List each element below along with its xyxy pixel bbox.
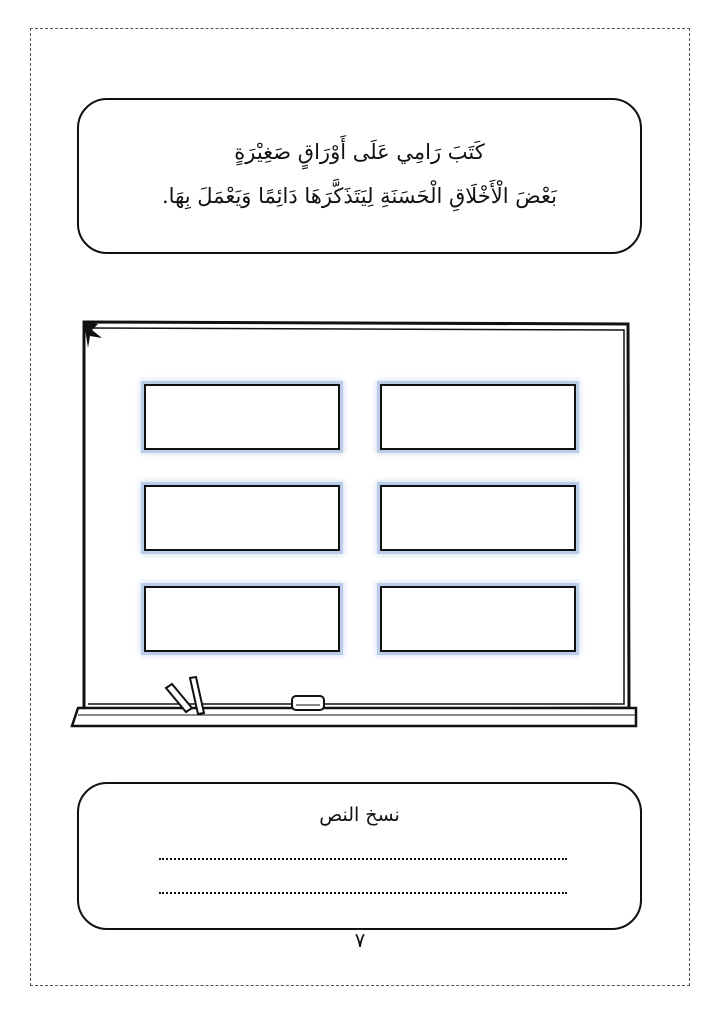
instruction-box <box>77 98 642 254</box>
instruction-line-1: كَتَبَ رَامِي عَلَى أَوْرَاقٍ صَغِيْرَةٍ <box>234 140 485 164</box>
label-card-4[interactable] <box>144 485 340 551</box>
label-card-2[interactable] <box>144 384 340 450</box>
chalkboard <box>70 316 640 736</box>
label-card-1[interactable] <box>380 384 576 450</box>
page-number: ٧ <box>354 928 366 952</box>
board-corner-mark <box>84 322 102 348</box>
writing-line-1[interactable] <box>159 858 567 860</box>
label-card-5[interactable] <box>380 586 576 652</box>
eraser-icon <box>292 696 324 710</box>
label-card-3[interactable] <box>380 485 576 551</box>
label-card-6[interactable] <box>144 586 340 652</box>
instruction-line-2: بَعْضَ الْأَخْلَاقِ الْحَسَنَةِ لِيَتَذَكَّرَهَا دَائِمًا وَيَعْمَلَ بِهَا. <box>162 184 557 208</box>
copy-title: نسخ النص <box>319 804 400 826</box>
writing-line-2[interactable] <box>159 892 567 894</box>
copy-text-box <box>77 782 642 930</box>
chalk-tray <box>72 708 636 726</box>
